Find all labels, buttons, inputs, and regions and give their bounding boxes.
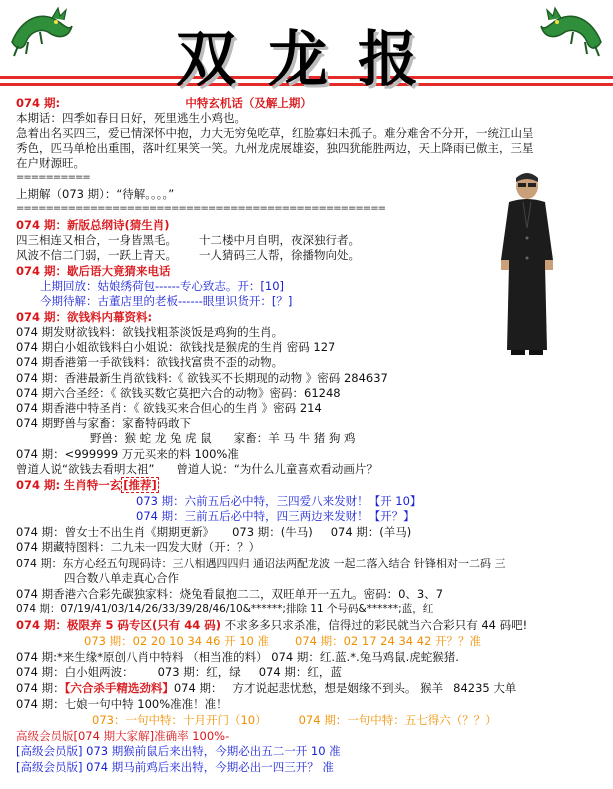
text-line	[84, 634, 481, 649]
issue-label: 074 期：	[16, 218, 68, 232]
text-line: 074 期：<999999 万元买来的料 100%准	[16, 447, 239, 461]
title-char-2: 龙	[268, 25, 328, 95]
riddle-answer: [10]	[260, 279, 285, 293]
clue-text: 方才说起悲忧愁，想是姻缘不到头。 猴羊	[232, 681, 444, 695]
one-line-tip: 073：一句中特：十月开门（10）	[92, 713, 267, 727]
text-line: 074 期：三前五后必中特，四三两边来发财！【开？】	[136, 509, 415, 523]
clue-text: 074 期：(羊马)	[330, 525, 412, 539]
clue-text: 074 期白小姐欲钱料白小姐说：欲钱找是猴虎的生肖	[16, 340, 284, 354]
section-heading: 新版总纲诗(猜生肖)	[67, 218, 170, 232]
text-line	[16, 371, 388, 386]
clue-text: 84235 大单	[453, 681, 517, 695]
issue-label: 074 期：	[16, 264, 68, 278]
code-value: 密码 127	[286, 340, 336, 354]
one-line-tip: 074 期：一句中特：五七得六（？？）	[298, 713, 497, 727]
title-char-1: 双	[176, 25, 236, 95]
text-line	[16, 478, 159, 493]
clue-text: 074 期：白小姐两波：	[16, 665, 134, 679]
text-line: 本期话：四季如春日日好，死里逃生小鸡也。	[16, 111, 246, 125]
text-line	[40, 279, 284, 294]
text-line: 074 期香港中特圣肖：《 欲钱买来合但心的生肖 》密码 214	[16, 401, 322, 415]
text-line: 074 期野兽与家畜：家畜特码敢下	[16, 416, 192, 430]
text-line: 074 期发财欲钱料：欲钱找粗茶淡饭是鸡狗的生肖。	[16, 325, 284, 339]
section-heading: 歇后语大竟猜来电话	[67, 264, 171, 278]
separator: ==================================================	[16, 203, 385, 214]
riddle-answer: [？]	[271, 294, 293, 308]
text-line: 074 期六合圣经：《 欲钱买数它莫把六合的动物》密码：61248	[16, 386, 341, 400]
recommend-badge: [推荐]	[123, 478, 157, 492]
riddle-text: 今期待解：古董店里的老板------眼里识货开：	[40, 294, 272, 308]
dragon-right-icon	[535, 2, 607, 60]
clue-text: 073 期：(牛马)	[232, 525, 313, 539]
issue-label: 074 期：	[16, 618, 68, 632]
text-line	[16, 665, 342, 680]
text-line: 074 期藏特图料：二九未一四发大财（开：？）	[16, 540, 261, 554]
clue-text: 不求多多只求杀准，信得过的彩民就当六合彩只有 44 码吧!	[224, 618, 528, 632]
text-line	[16, 525, 411, 540]
code-value: 284637	[343, 371, 388, 385]
clue-text: 073 期：红，绿	[157, 665, 241, 679]
saying-text: 曾道人说：“为什么儿童喜欢看动画片？	[176, 462, 378, 476]
section-heading: 中特玄机话（及解上期）	[185, 96, 312, 110]
issue-label: 074 期:	[16, 96, 61, 110]
text-line: 074 期香港第一手欲钱料：欲钱找富贵不歪的动物。	[16, 355, 284, 369]
text-line	[16, 264, 171, 279]
clue-text: 074 期：红，蓝	[258, 665, 342, 679]
issue-label: 074 期:	[16, 478, 61, 492]
text-line: 074 期：东方心经五句现码诗：三八相遇四四归 通诏法两配龙波 一起二落入结合 针锋相对一二码 三	[16, 557, 506, 570]
text-line: 急着出名买四三，爱已情深怀中抱，力大无穷兔吃草，红脸寡妇未孤子。难分难舍不分开，一统江山呈	[16, 126, 534, 140]
text-line	[16, 96, 312, 111]
number-pick: 073 期：02 20 10 34 46 开 10 准	[84, 634, 269, 648]
riddle-text: 上期回放：姑娘绣荷包------专心致志。开：	[40, 279, 261, 293]
poem-line: 风波不信二门弱，一跃上青天。	[16, 248, 177, 262]
text-line	[16, 248, 360, 263]
text-line: [高级会员版] 074 期马前鸡后来出特，今期必出一四三开？ 准	[16, 760, 334, 774]
section-heading: 生肖特一玄	[63, 478, 122, 492]
text-line	[16, 681, 516, 696]
text-line	[16, 310, 152, 325]
text-line	[16, 233, 360, 248]
separator: ==========	[16, 172, 90, 183]
text-line: 在户财源旺。	[16, 156, 85, 170]
text-line: [高级会员版] 073 期猴前鼠后来出特，今期必出五二一开 10 准	[16, 744, 341, 758]
text-line: 074 期：07/19/41/03/14/26/33/39/28/46/10&******;排除 11 个号码&******;蓝，红	[16, 603, 434, 615]
number-pick: 074 期：02 17 24 34 42 开？？准	[295, 634, 482, 648]
issue-label: 074 期：	[173, 681, 223, 695]
zodiac-group: 家畜：羊 马 牛 猪 狗 鸡	[233, 431, 356, 445]
person-figure	[487, 168, 567, 358]
text-line: 高级会员版[074 期大家解]准确率 100%-	[16, 729, 230, 743]
clue-text: 074 期：曾女士不出生肖《期期更新》	[16, 525, 215, 539]
dragon-left-icon	[6, 2, 78, 60]
title-char-3: 报	[358, 25, 418, 95]
clue-text: 074 期：香港最新生肖欲钱料:《 欲钱买不长期现的动物 》密码	[16, 371, 341, 385]
text-line	[16, 618, 527, 633]
text-line	[40, 294, 292, 309]
text-line: 四合数八单走真心合作	[64, 571, 179, 585]
text-line	[16, 340, 335, 355]
poem-line: 十二楼中月自明，夜深独行者。	[199, 233, 360, 247]
poem-line: 四三相连又相合，一身皆黑毛。	[16, 233, 177, 247]
section-heading: 欲钱料内幕资料:	[67, 310, 153, 324]
section-heading: 极限弃 5 码专区(只有 44 码)	[67, 618, 222, 632]
text-line	[92, 713, 497, 728]
text-line	[16, 218, 170, 233]
issue-label: 074 期：	[16, 310, 68, 324]
text-line: 074 期:*来生缘*原创八肖中特料 （相当准的料） 074 期：红.蓝.*.兔马鸡鼠.虎蛇猴猪.	[16, 650, 459, 664]
section-heading: 【六合杀手精选劲料】	[64, 681, 174, 695]
text-line	[90, 431, 356, 446]
text-line: 秀色，匹马单枪出重围，落叶红果笑一笑。九州龙虎展雄姿，独四犹能胜两边，天上降雨已傲主，三星	[16, 141, 534, 155]
text-line: 074 期：七娘一句中特 100%准准！准！	[16, 697, 228, 711]
zodiac-group: 野兽：猴 蛇 龙 兔 虎 鼠	[90, 431, 212, 445]
poem-line: 一人猜码三人帮，徐播物向处。	[199, 248, 360, 262]
text-line: 073 期：六前五后必中特，三四爱八来发财！【开 10】	[136, 494, 422, 508]
text-line: 上期解（073 期）：“待解。。。。”	[16, 187, 175, 201]
text-line	[16, 462, 378, 477]
text-line: 074 期香港六合彩先碳独家料：烧兔看鼠抱二二，双旺单开一五九。密码：0、3、7	[16, 587, 444, 601]
saying-text: 曾道人说“欲钱去看明太祖”	[16, 462, 155, 476]
issue-label: 074 期：	[16, 681, 65, 695]
